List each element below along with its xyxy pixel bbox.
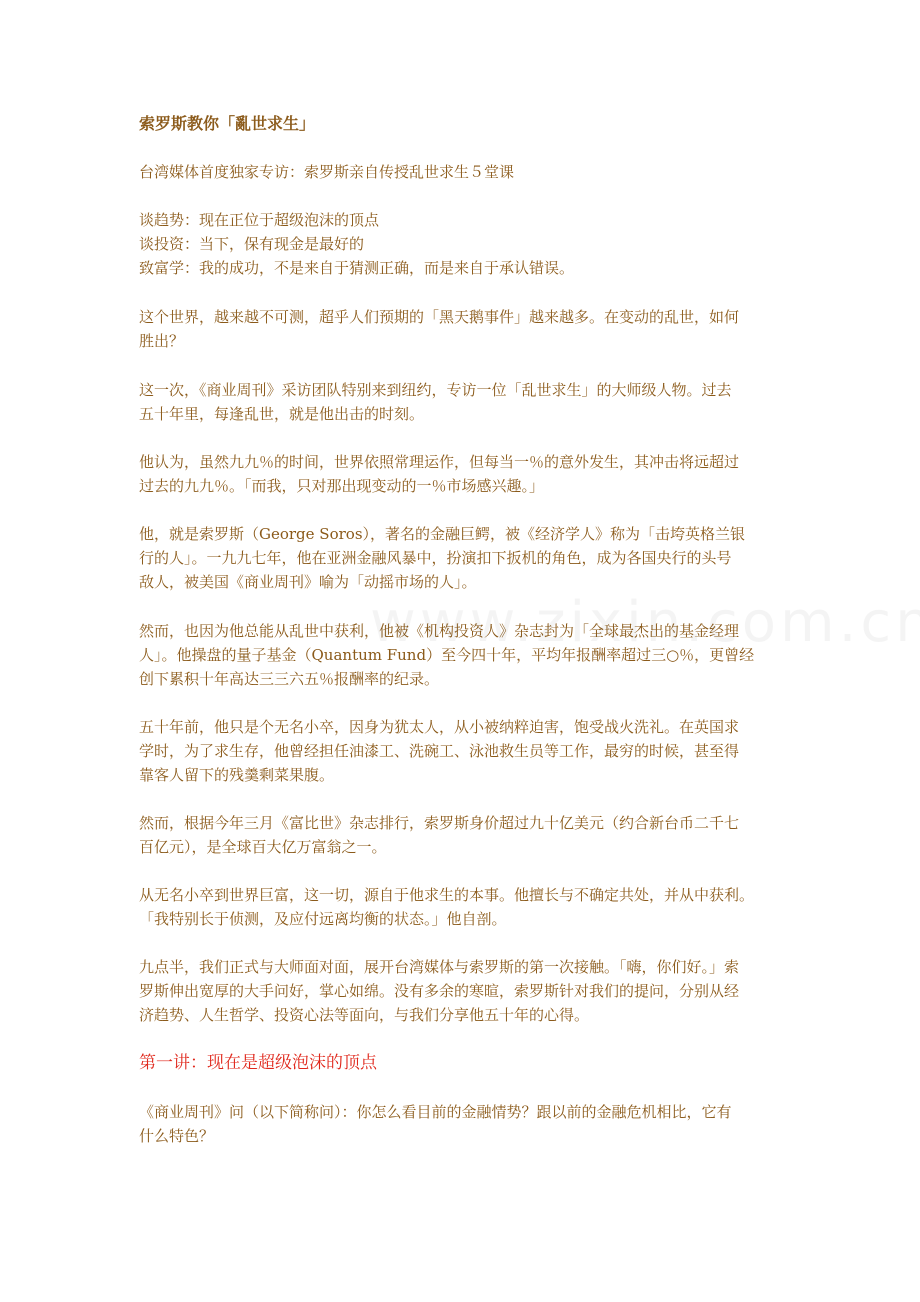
- paragraph-line: 罗斯伸出宽厚的大手问好，掌心如绵。没有多余的寒暄，索罗斯针对我们的提问，分别从经: [139, 982, 740, 1000]
- paragraph-line: 五十年前，他只是个无名小卒，因身为犹太人，从小被纳粹迫害，饱受战火洗礼。在英国求: [139, 718, 740, 736]
- paragraph-1: [139, 305, 784, 353]
- paragraph-line: 济趋势、人生哲学、投资心法等面向，与我们分享他五十年的心得。: [139, 1006, 590, 1024]
- paragraph-3: [139, 450, 784, 498]
- paragraph-line: 人」。他操盘的量子基金（Quantum Fund）至今四十年，平均年报酬率超过三○％，更曾经: [139, 646, 755, 664]
- paragraph-line: 他认为，虽然九九％的时间，世界依照常理运作，但每当一％的意外发生，其冲击将远超过: [139, 453, 740, 471]
- paragraph-line: 他，就是索罗斯（George Soros），著名的金融巨鳄，被《经济学人》称为「击垮英格兰银: [139, 525, 746, 543]
- paragraph-line: 行的人」。一九九七年，他在亚洲金融风暴中，扮演扣下扳机的角色，成为各国央行的头号: [139, 549, 732, 567]
- paragraph-line: 靠客人留下的残羹剩菜果腹。: [139, 766, 335, 784]
- paragraph-line: 「我特别长于侦测，及应付远离均衡的状态。」他自剖。: [139, 910, 507, 928]
- watermark-text: [370, 590, 920, 655]
- paragraph-line: 百亿元），是全球百大亿万富翁之一。: [139, 838, 387, 856]
- section-heading-lecture-1: 第一讲：现在是超级泡沫的顶点: [139, 1053, 377, 1073]
- paragraph-line: 敌人，被美国《商业周刊》喻为「动摇市场的人」。: [139, 573, 477, 591]
- paragraph-line: 过去的九九％。「而我，只对那出现变动的一％市场感兴趣。」: [139, 477, 545, 495]
- paragraph-9: [139, 955, 784, 1027]
- paragraph-line: 九点半，我们正式与大师面对面，展开台湾媒体与索罗斯的第一次接触。「嗨，你们好。」索: [139, 958, 740, 976]
- paragraph-line: 然而，也因为他总能从乱世中获利，他被《机构投资人》杂志封为「全球最杰出的基金经理: [139, 622, 740, 640]
- paragraph-line: 从无名小卒到世界巨富，这一切，源自于他求生的本事。他擅长与不确定共处，并从中获利。: [139, 886, 755, 904]
- question-line: 什么特色？: [139, 1127, 215, 1145]
- paragraph-2: [139, 378, 784, 426]
- summary-trend: 谈趋势：现在正位于超级泡沫的顶点: [139, 211, 380, 229]
- paragraph-line: 学时，为了求生存，他曾经担任油漆工、洗碗工、泳池救生员等工作，最穷的时候，甚至得: [139, 742, 740, 760]
- question-line: 《商业周刊》问（以下简称问）：你怎么看目前的金融情势？跟以前的金融危机相比，它有: [139, 1103, 732, 1121]
- summary-list: [139, 208, 784, 280]
- paragraph-line: 这个世界，越来越不可测，超乎人们预期的「黑天鹅事件」越来越多。在变动的乱世，如何: [139, 308, 740, 326]
- paragraph-6: [139, 715, 784, 787]
- interview-question: [139, 1100, 784, 1148]
- paragraph-line: 五十年里，每逢乱世，就是他出击的时刻。: [139, 405, 425, 423]
- document-title: 索罗斯教你「亂世求生」: [139, 114, 316, 133]
- paragraph-line: 然而，根据今年三月《富比世》杂志排行，索罗斯身价超过九十亿美元（约合新台币二千七: [139, 814, 740, 832]
- summary-investment: 谈投资：当下，保有现金是最好的: [139, 235, 365, 253]
- paragraph-7: [139, 811, 784, 859]
- subtitle: [139, 160, 784, 184]
- paragraph-line: 创下累积十年高达三三六五％报酬率的纪录。: [139, 670, 440, 688]
- paragraph-4: [139, 522, 784, 594]
- paragraph-line: 胜出？: [139, 332, 185, 350]
- paragraph-line: 这一次，《商业周刊》采访团队特别来到纽约，专访一位「乱世求生」的大师级人物。过去: [139, 381, 732, 399]
- summary-wealth: 致富学：我的成功，不是来自于猜测正确，而是来自于承认错误。: [139, 259, 575, 277]
- paragraph-8: [139, 883, 784, 931]
- subtitle-text: 台湾媒体首度独家专访：索罗斯亲自传授乱世求生５堂课: [139, 163, 515, 181]
